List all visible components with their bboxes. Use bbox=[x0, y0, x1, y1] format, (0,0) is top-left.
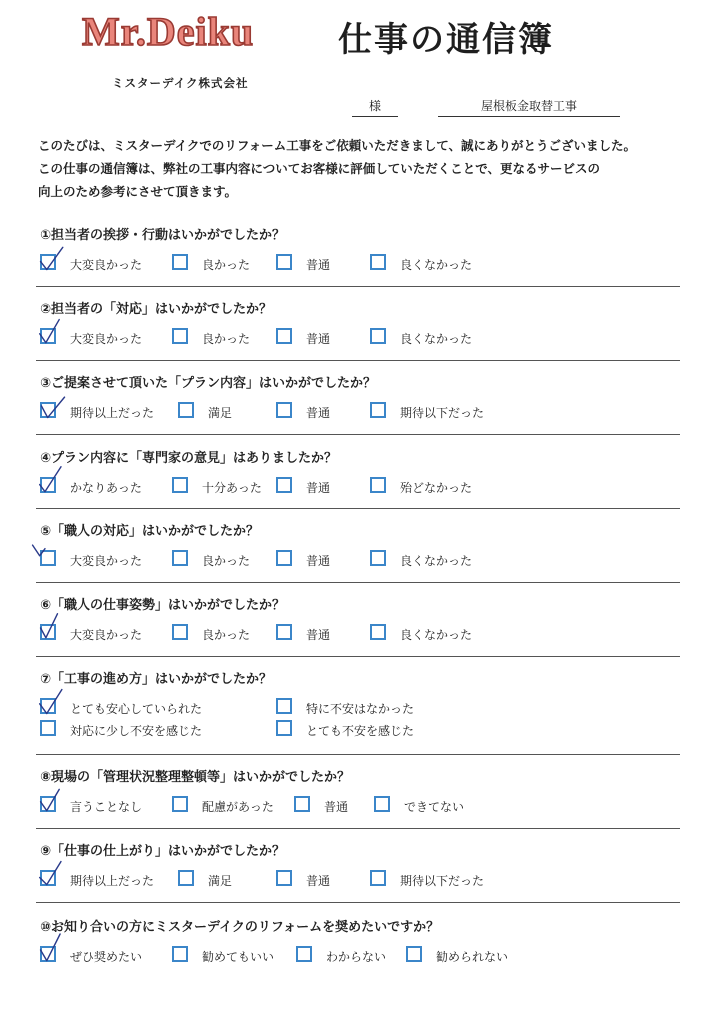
section-divider bbox=[36, 434, 680, 435]
checkbox[interactable] bbox=[172, 550, 188, 566]
handwritten-check-icon bbox=[36, 784, 70, 816]
section-divider bbox=[36, 656, 680, 657]
intro-line: このたびは、ミスターデイクでのリフォーム工事をご依頼いただきまして、誠にありがとうございました。 bbox=[38, 138, 637, 153]
option-label: 普通 bbox=[324, 800, 349, 814]
checkbox[interactable] bbox=[370, 550, 386, 566]
customer-name-field: 様 bbox=[352, 97, 398, 117]
checkbox[interactable] bbox=[40, 720, 56, 736]
page-title: 仕事の通信簿 bbox=[338, 20, 554, 60]
section-divider bbox=[36, 754, 680, 755]
checkbox[interactable] bbox=[370, 477, 386, 493]
checkbox[interactable] bbox=[178, 870, 194, 886]
question-text: ②担当者の「対応」はいかがでしたか？ bbox=[40, 302, 273, 317]
option-label: 普通 bbox=[306, 406, 331, 420]
checkbox[interactable] bbox=[276, 254, 292, 270]
handwritten-check-icon bbox=[36, 390, 70, 422]
option-label: 期待以下だった bbox=[400, 874, 485, 888]
option-label: 良くなかった bbox=[400, 332, 473, 346]
option-label: 殆どなかった bbox=[400, 481, 473, 495]
checkbox[interactable] bbox=[276, 550, 292, 566]
checkbox[interactable] bbox=[296, 946, 312, 962]
option-label: 良かった bbox=[202, 332, 251, 346]
section-divider bbox=[36, 286, 680, 287]
question-text: ①担当者の挨拶・行動はいかがでしたか？ bbox=[40, 228, 286, 243]
section-divider bbox=[36, 582, 680, 583]
option-label: 良かった bbox=[202, 628, 251, 642]
checkbox[interactable] bbox=[276, 477, 292, 493]
section-divider bbox=[36, 828, 680, 829]
option-label: 普通 bbox=[306, 554, 331, 568]
question-text: ⑦「工事の進め方」はいかがでしたか？ bbox=[40, 672, 273, 687]
handwritten-check-icon bbox=[36, 858, 70, 890]
job-name-field: 屋根板金取替工事 bbox=[438, 97, 620, 117]
section-divider bbox=[36, 902, 680, 903]
checkbox[interactable] bbox=[178, 402, 194, 418]
option-label: 良かった bbox=[202, 554, 251, 568]
question-text: ⑥「職人の仕事姿勢」はいかがでしたか？ bbox=[40, 598, 286, 613]
option-label: 対応に少し不安を感じた bbox=[70, 724, 203, 738]
checkbox[interactable] bbox=[370, 254, 386, 270]
checkbox[interactable] bbox=[172, 946, 188, 962]
option-label: できてない bbox=[404, 800, 465, 814]
question-text: ⑩お知り合いの方にミスターデイクのリフォームを奨めたいですか？ bbox=[40, 920, 440, 935]
checkbox[interactable] bbox=[294, 796, 310, 812]
option-label: 良くなかった bbox=[400, 628, 473, 642]
section-divider bbox=[36, 508, 680, 509]
section-divider bbox=[36, 360, 680, 361]
checkbox[interactable] bbox=[172, 624, 188, 640]
checkbox[interactable] bbox=[374, 796, 390, 812]
company-logo: Mr.Deiku bbox=[82, 9, 255, 54]
option-label: 良くなかった bbox=[400, 554, 473, 568]
option-label: とても安心していられた bbox=[70, 702, 203, 716]
option-label: 普通 bbox=[306, 332, 331, 346]
option-label: 勧められない bbox=[436, 950, 509, 964]
option-label: 大変良かった bbox=[70, 258, 143, 272]
company-name: ミスターデイク株式会社 bbox=[112, 76, 249, 90]
option-label: 満足 bbox=[208, 874, 233, 888]
checkbox[interactable] bbox=[276, 720, 292, 736]
option-label: 勧めてもいい bbox=[202, 950, 275, 964]
handwritten-check-icon bbox=[36, 538, 70, 570]
option-label: 配慮があった bbox=[202, 800, 274, 814]
checkbox[interactable] bbox=[276, 698, 292, 714]
checkbox[interactable] bbox=[276, 870, 292, 886]
option-label: 良かった bbox=[202, 258, 251, 272]
checkbox[interactable] bbox=[172, 328, 188, 344]
option-label: 大変良かった bbox=[70, 554, 143, 568]
option-label: 言うことなし bbox=[70, 800, 143, 814]
option-label: 普通 bbox=[306, 258, 331, 272]
checkbox[interactable] bbox=[276, 328, 292, 344]
option-label: 期待以下だった bbox=[400, 406, 485, 420]
option-label: かなりあった bbox=[70, 481, 142, 495]
checkbox[interactable] bbox=[406, 946, 422, 962]
handwritten-check-icon bbox=[36, 242, 70, 274]
option-label: 十分あった bbox=[202, 481, 262, 495]
option-label: 普通 bbox=[306, 628, 331, 642]
option-label: ぜひ奨めたい bbox=[70, 950, 143, 964]
checkbox[interactable] bbox=[276, 624, 292, 640]
option-label: 良くなかった bbox=[400, 258, 473, 272]
option-label: とても不安を感じた bbox=[306, 724, 415, 738]
intro-line: この仕事の通信簿は、弊社の工事内容についてお客様に評価していただくことで、更なるサービスの bbox=[38, 161, 601, 176]
question-text: ⑤「職人の対応」はいかがでしたか？ bbox=[40, 524, 260, 539]
question-text: ④プラン内容に「専門家の意見」はありましたか？ bbox=[40, 451, 338, 466]
intro-line: 向上のため参考にさせて頂きます。 bbox=[38, 184, 238, 199]
option-label: 期待以上だった bbox=[70, 406, 155, 420]
checkbox[interactable] bbox=[172, 477, 188, 493]
option-label: 期待以上だった bbox=[70, 874, 155, 888]
option-label: 普通 bbox=[306, 481, 331, 495]
question-text: ⑧現場の「管理状況整理整頓等」はいかがでしたか？ bbox=[40, 770, 351, 785]
option-label: わからない bbox=[326, 950, 387, 964]
question-text: ③ご提案させて頂いた「プラン内容」はいかがでしたか？ bbox=[40, 376, 377, 391]
handwritten-check-icon bbox=[36, 465, 70, 497]
handwritten-check-icon bbox=[36, 612, 70, 644]
checkbox[interactable] bbox=[172, 796, 188, 812]
checkbox[interactable] bbox=[370, 402, 386, 418]
checkbox[interactable] bbox=[276, 402, 292, 418]
option-label: 満足 bbox=[208, 406, 233, 420]
checkbox[interactable] bbox=[172, 254, 188, 270]
checkbox[interactable] bbox=[370, 624, 386, 640]
handwritten-check-icon bbox=[36, 934, 70, 966]
checkbox[interactable] bbox=[370, 870, 386, 886]
option-label: 大変良かった bbox=[70, 332, 143, 346]
question-text: ⑨「仕事の仕上がり」はいかがでしたか？ bbox=[40, 844, 286, 859]
intro-text bbox=[38, 134, 698, 203]
option-label: 普通 bbox=[306, 874, 331, 888]
handwritten-check-icon bbox=[36, 316, 70, 348]
handwritten-check-icon bbox=[36, 686, 70, 718]
option-label: 大変良かった bbox=[70, 628, 143, 642]
checkbox[interactable] bbox=[370, 328, 386, 344]
option-label: 特に不安はなかった bbox=[306, 702, 415, 716]
